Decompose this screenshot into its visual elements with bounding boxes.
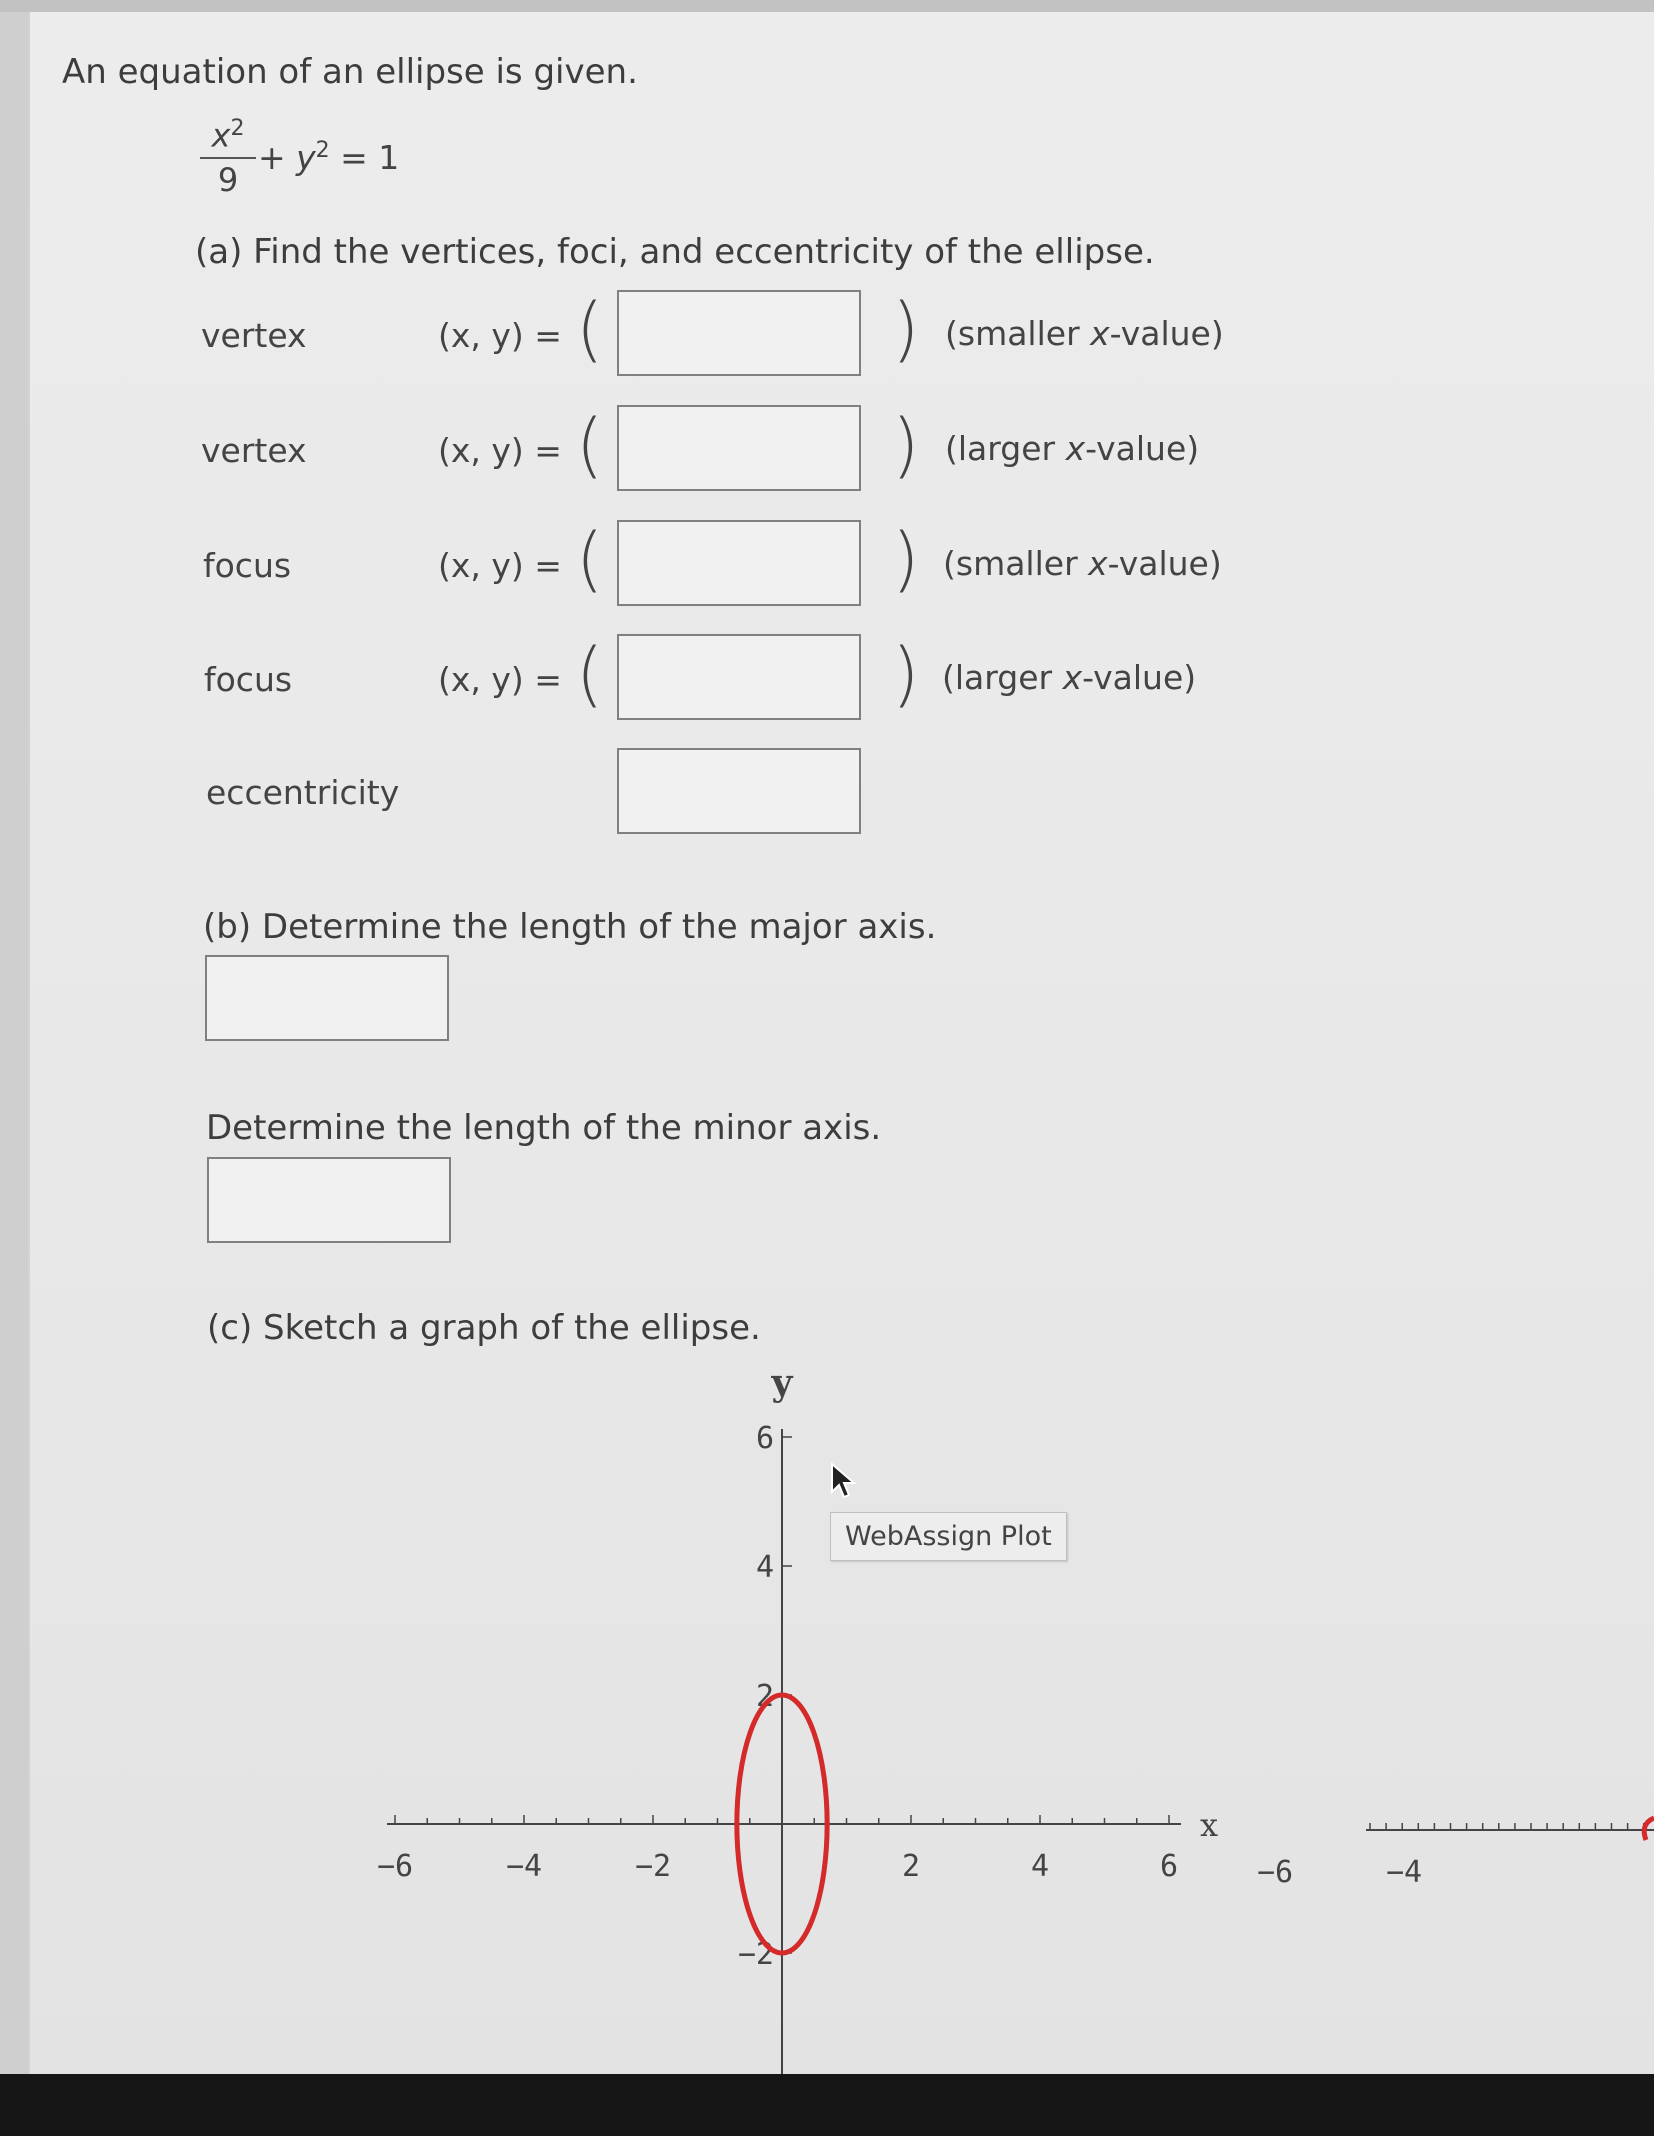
x-tick-label: 4: [1030, 1849, 1050, 1884]
second-plot-tick-label: −6: [1256, 1855, 1294, 1890]
row-label: focus: [203, 546, 292, 585]
xy-label: (x, y) =: [438, 660, 562, 699]
close-paren: ): [892, 404, 920, 486]
plot-tooltip: WebAssign Plot: [830, 1512, 1067, 1561]
second-plot-tick-label: −4: [1385, 1855, 1423, 1890]
part-c-prompt: (c) Sketch a graph of the ellipse.: [207, 1308, 761, 1348]
row-label: vertex: [201, 431, 307, 470]
row-note: (larger x-value): [942, 658, 1197, 697]
row-label: focus: [204, 660, 293, 699]
xy-label: (x, y) =: [438, 546, 562, 585]
row-note: (smaller x-value): [945, 314, 1224, 353]
part-b-major-prompt: (b) Determine the length of the major axis.: [203, 907, 937, 947]
close-paren: ): [892, 518, 920, 600]
equation-rest: + $y^2 = 1$: [258, 138, 400, 177]
mouse-pointer-icon: [830, 1462, 858, 1500]
row-label: vertex: [201, 316, 307, 355]
x-tick-label: −4: [505, 1849, 543, 1884]
x-tick-label: −2: [634, 1849, 672, 1884]
close-paren: ): [892, 288, 920, 370]
open-paren: (: [576, 633, 604, 715]
fraction-numerator: $x^2$: [200, 116, 256, 159]
x-tick-label: −6: [376, 1849, 414, 1884]
bottom-bar: [0, 2074, 1654, 2136]
open-paren: (: [576, 288, 604, 370]
x-tick-label: 6: [1159, 1849, 1179, 1884]
x-tick-label: 2: [901, 1849, 921, 1884]
fraction-denominator: 9: [217, 160, 239, 199]
open-paren: (: [576, 404, 604, 486]
eccentricity-label: eccentricity: [206, 773, 400, 812]
y-axis-label: y: [771, 1362, 793, 1404]
close-paren: ): [892, 633, 920, 715]
row-note: (larger x-value): [945, 429, 1200, 468]
x-axis-label: x: [1199, 1806, 1219, 1844]
part-a-prompt: (a) Find the vertices, foci, and eccentricity of the ellipse.: [195, 232, 1155, 272]
y-tick-label: 6: [755, 1421, 774, 1456]
y-tick-label: 2: [755, 1679, 774, 1714]
y-tick-label: −2: [737, 1937, 774, 1972]
open-paren: (: [576, 518, 604, 600]
row-note: (smaller x-value): [943, 544, 1222, 583]
y-tick-label: 4: [755, 1550, 774, 1585]
intro-text: An equation of an ellipse is given.: [62, 52, 638, 92]
xy-label: (x, y) =: [438, 431, 562, 470]
xy-label: (x, y) =: [438, 316, 562, 355]
part-b-minor-prompt: Determine the length of the minor axis.: [206, 1108, 882, 1148]
